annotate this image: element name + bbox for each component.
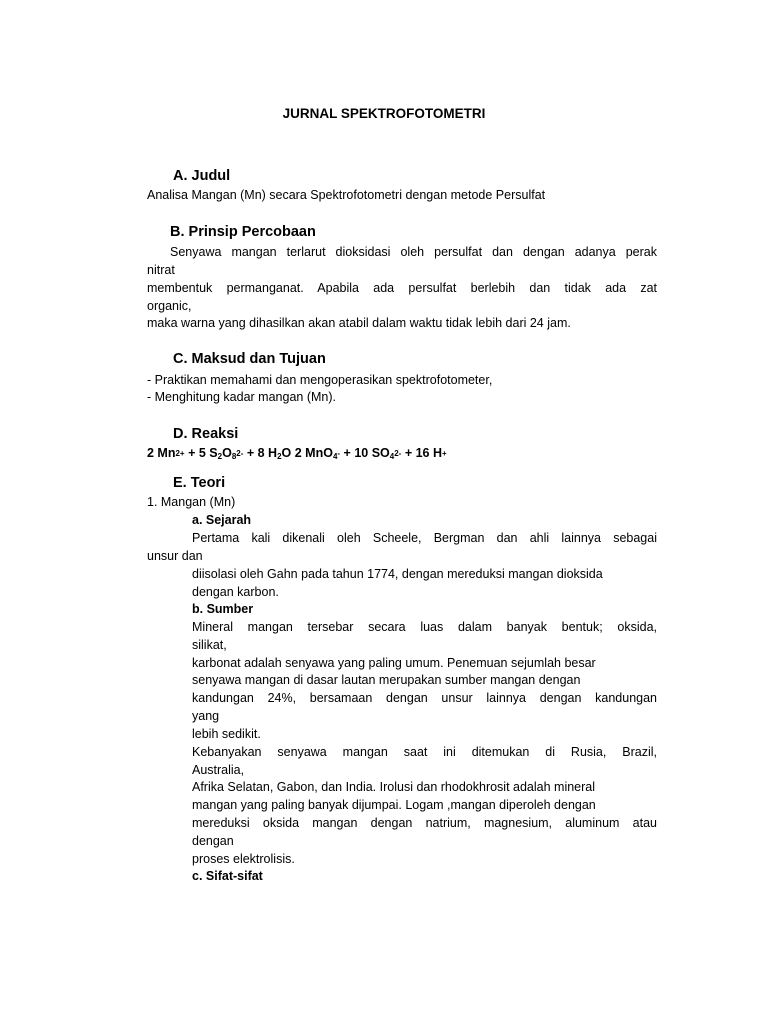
reaction-part: O 2 MnO xyxy=(281,446,333,460)
section-b-line: membentuk permanganat. Apabila ada persulfat berlebih dan tidak ada zat xyxy=(147,281,657,295)
reaction-part: + 8 H xyxy=(243,446,278,460)
sumber-line: Mineral mangan tersebar secara luas dalam banyak bentuk; oksida, xyxy=(192,620,657,634)
sumber-line: dengan xyxy=(192,834,234,848)
sumber-line: mereduksi oksida mangan dengan natrium, magnesium, aluminum atau xyxy=(192,816,657,830)
reaction-sub: 2 xyxy=(217,452,223,461)
reaction-part: 2 Mn xyxy=(147,446,176,460)
section-b-line: maka warna yang dihasilkan akan atabil dalam waktu tidak lebih dari 24 jam. xyxy=(147,316,571,330)
sejarah-label: a. Sejarah xyxy=(192,513,252,527)
sumber-label: b. Sumber xyxy=(192,602,254,616)
section-b-line: nitrat xyxy=(147,263,175,277)
reaction-part: + 5 S xyxy=(184,446,218,460)
section-a-text: Analisa Mangan (Mn) secara Spektrofotometri dengan metode Persulfat xyxy=(147,188,546,202)
reaction-part: + 16 H xyxy=(401,446,442,460)
sumber-line: Australia, xyxy=(192,763,245,777)
reaction-sub: 4 xyxy=(332,452,338,461)
sumber-line: Kebanyakan senyawa mangan saat ini ditemukan di Rusia, Brazil, xyxy=(192,745,657,759)
reaction-part: O xyxy=(222,446,232,460)
section-d-heading: D. Reaksi xyxy=(173,426,239,442)
reaction-sup: - xyxy=(337,449,341,458)
sumber-line: lebih sedikit. xyxy=(192,727,261,741)
sumber-line: mangan yang paling banyak dijumpai. Logam ,mangan diperoleh dengan xyxy=(192,798,596,812)
reaction-sup: 2- xyxy=(236,449,244,458)
section-c-heading: C. Maksud dan Tujuan xyxy=(173,351,326,367)
reaction-sub: 2 xyxy=(277,452,282,461)
section-a-heading: A. Judul xyxy=(173,168,231,184)
sumber-line: yang xyxy=(192,709,220,723)
sejarah-line: unsur dan xyxy=(147,549,203,563)
sejarah-line: Pertama kali dikenali oleh Scheele, Bergman dan ahli lainnya sebagai xyxy=(192,531,657,545)
sifat-label: c. Sifat-sifat xyxy=(192,869,263,883)
document-title: JURNAL SPEKTROFOTOMETRI xyxy=(282,106,486,121)
reaction-sub: 4 xyxy=(389,452,395,461)
section-b-line: Senyawa mangan terlarut dioksidasi oleh persulfat dan dengan adanya perak xyxy=(170,245,657,259)
sumber-line: karbonat adalah senyawa yang paling umum. Penemuan sejumlah besar xyxy=(192,656,596,670)
sumber-line: proses elektrolisis. xyxy=(192,852,295,866)
reaction-equation xyxy=(147,445,447,463)
sumber-line: senyawa mangan di dasar lautan merupakan sumber mangan dengan xyxy=(192,673,581,687)
reaction-sup: 2- xyxy=(394,449,402,458)
sumber-line: kandungan 24%, bersamaan dengan unsur lainnya dengan kandungan xyxy=(192,691,657,705)
sejarah-line: diisolasi oleh Gahn pada tahun 1774, dengan mereduksi mangan dioksida xyxy=(192,567,603,581)
sejarah-line: dengan karbon. xyxy=(192,585,279,599)
reaction-part: + 10 SO xyxy=(340,446,390,460)
reaction-sup: + xyxy=(442,449,447,458)
sumber-line: Afrika Selatan, Gabon, dan India. Irolusi dan rhodokhrosit adalah mineral xyxy=(192,780,596,794)
reaction-sup: 2+ xyxy=(175,449,185,458)
section-c-line: - Praktikan memahami dan mengoperasikan spektrofotometer, xyxy=(147,373,493,387)
section-e-heading: E. Teori xyxy=(173,475,226,491)
section-b-line: organic, xyxy=(147,299,192,313)
theory-item-mangan: 1. Mangan (Mn) xyxy=(147,495,236,509)
section-b-heading: B. Prinsip Percobaan xyxy=(170,224,316,240)
section-c-line: - Menghitung kadar mangan (Mn). xyxy=(147,390,336,404)
reaction-sub: 8 xyxy=(231,452,237,461)
sumber-line: silikat, xyxy=(192,638,227,652)
